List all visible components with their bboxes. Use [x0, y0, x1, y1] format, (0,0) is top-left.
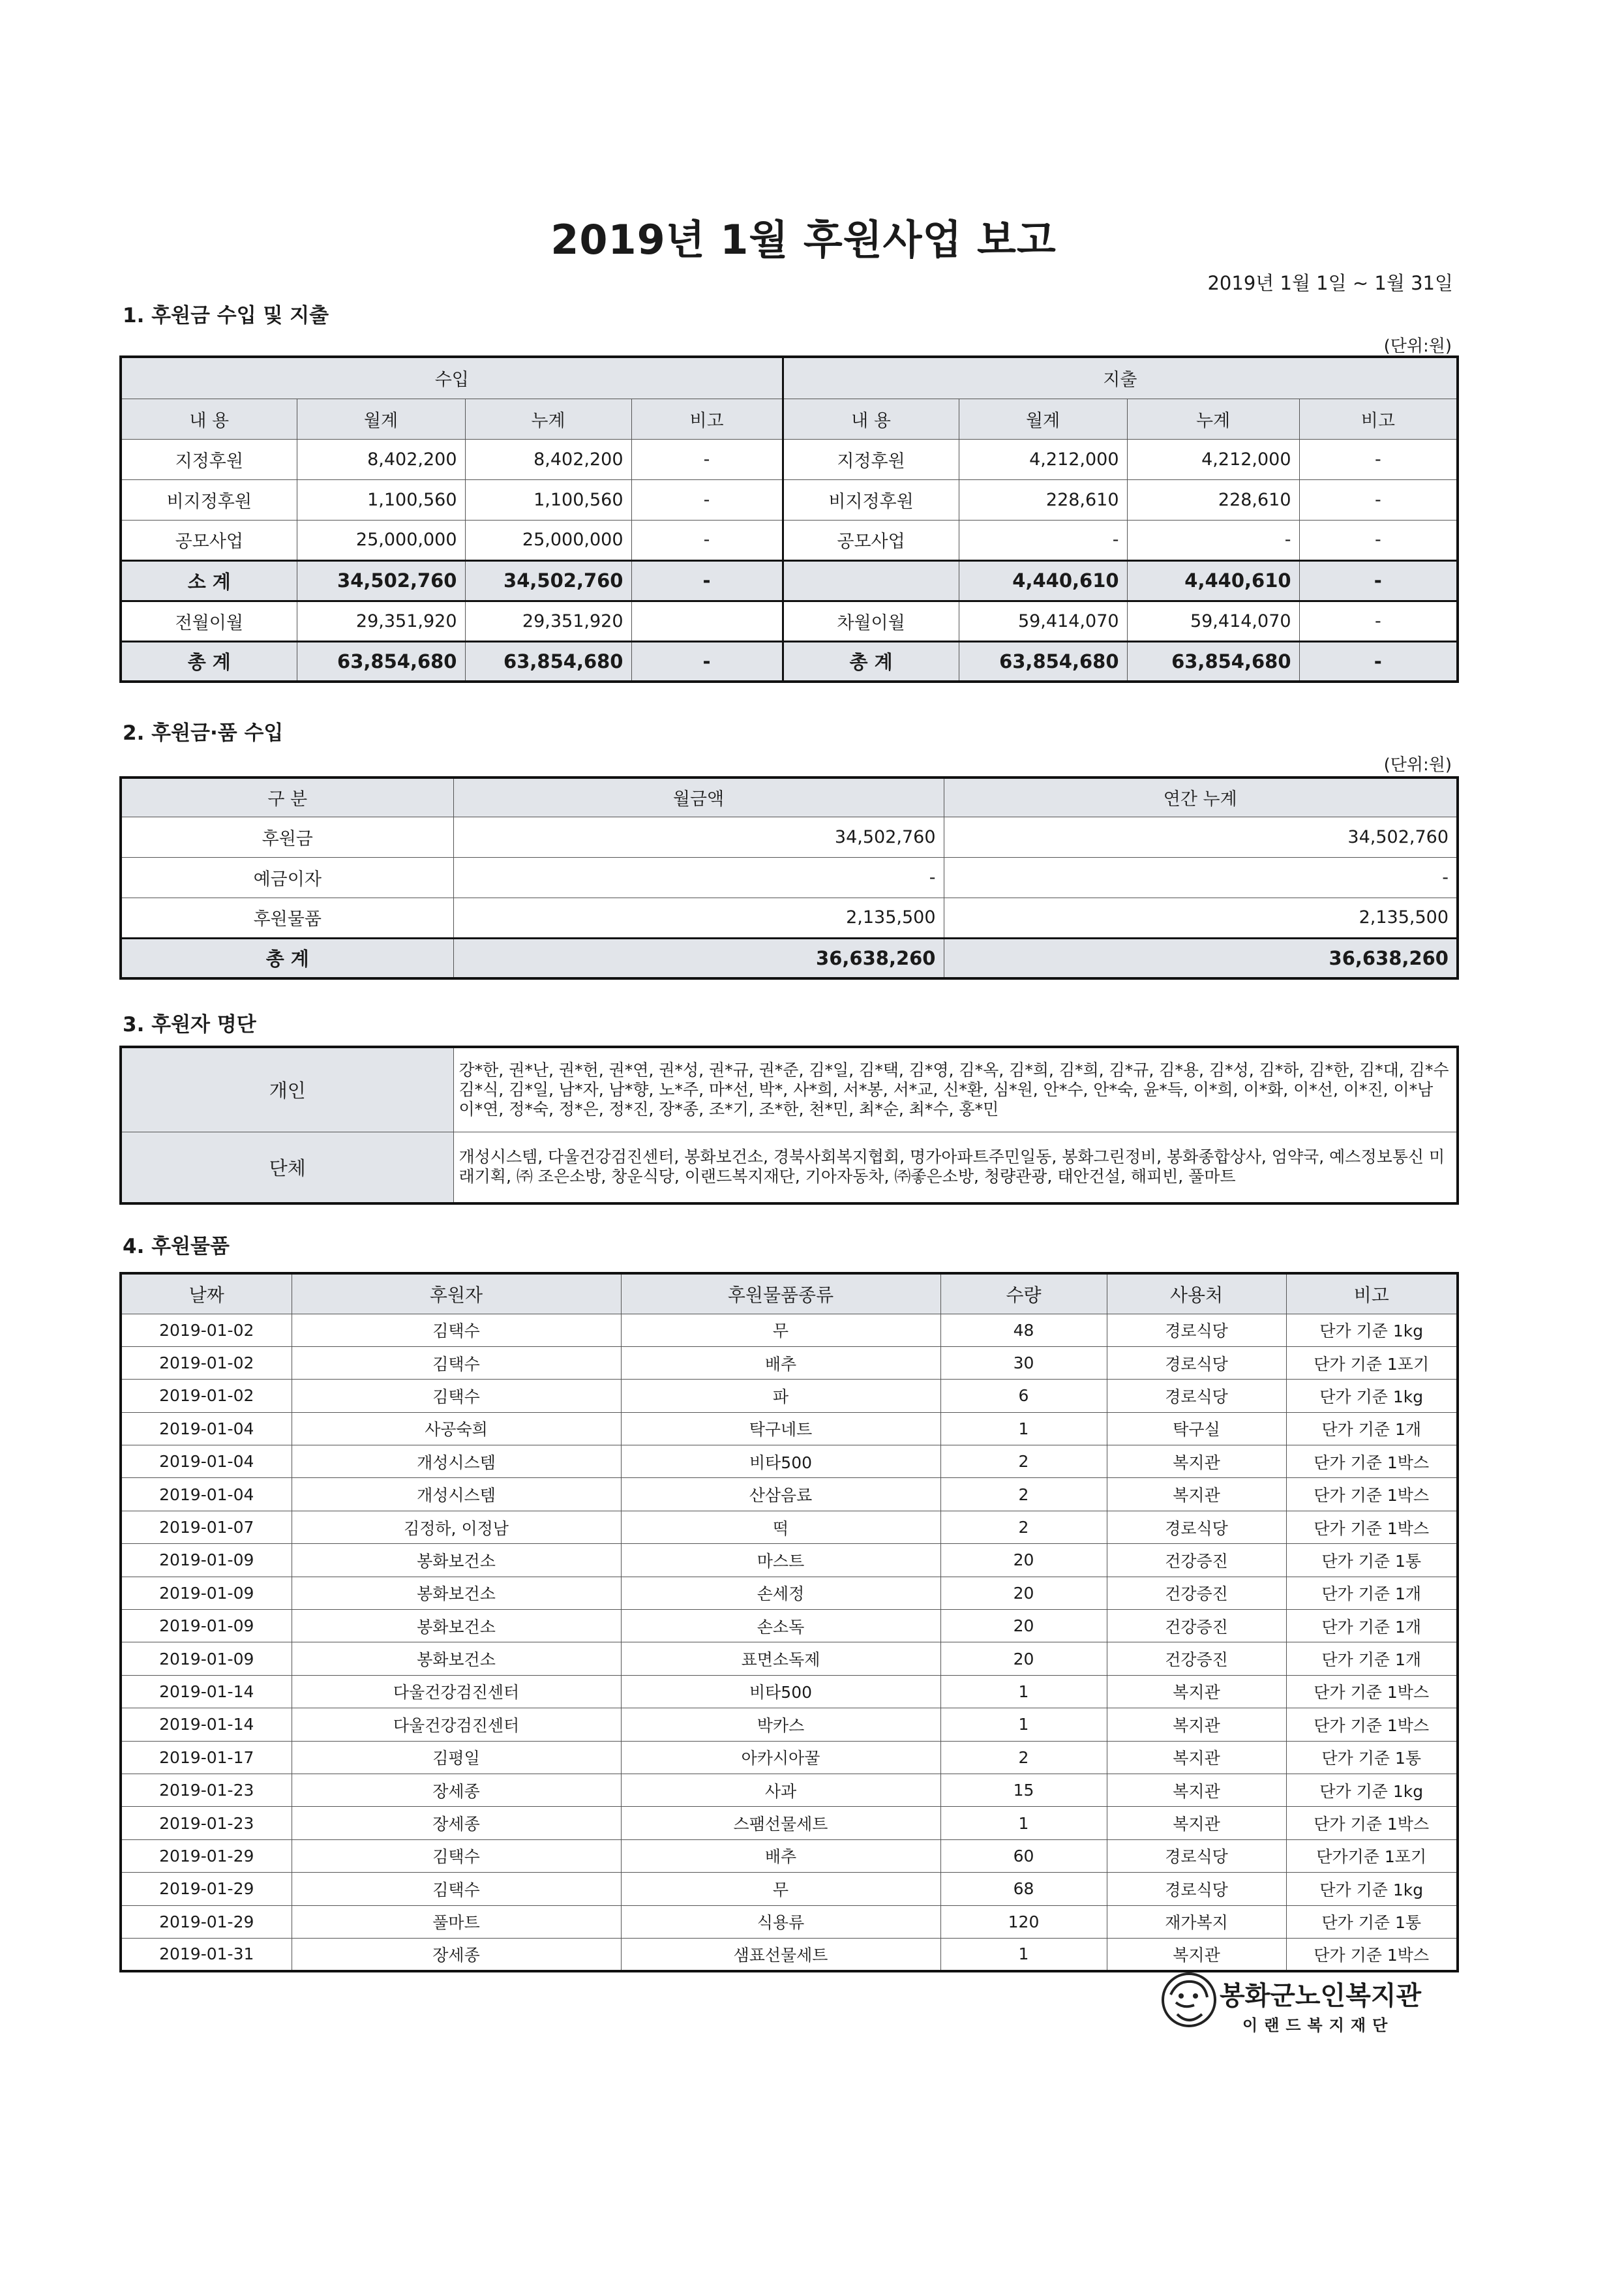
table-cell: 김정하, 이정남 [292, 1511, 621, 1543]
table-cell: 전월이월 [121, 601, 297, 641]
table-cell: 경로식당 [1107, 1346, 1286, 1379]
table-cell: 60 [940, 1839, 1107, 1872]
table-cell: 예금이자 [121, 857, 453, 898]
donated-goods-table [119, 1272, 1459, 1972]
table-cell: 지정후원 [783, 439, 959, 479]
table-cell: - [453, 857, 944, 898]
table-cell: 2019-01-02 [121, 1346, 292, 1379]
table-cell: 공모사업 [783, 520, 959, 560]
table-cell: 김택수 [292, 1380, 621, 1412]
table-cell: 복지관 [1107, 1478, 1286, 1511]
table-cell: 1,100,560 [465, 479, 631, 520]
donor-list-table [119, 1046, 1459, 1205]
column-header: 비고 [631, 399, 783, 439]
table-row [121, 1412, 1458, 1445]
table-cell: 2019-01-14 [121, 1675, 292, 1708]
table-cell: 단가 기준 1통 [1286, 1544, 1458, 1577]
table-cell: 2 [940, 1445, 1107, 1478]
table-cell: - [959, 520, 1127, 560]
table-cell: 34,502,760 [453, 817, 944, 857]
table-row [121, 898, 1458, 938]
group-label: 단체 [121, 1132, 453, 1203]
table-row [121, 1445, 1458, 1478]
table-cell: 경로식당 [1107, 1314, 1286, 1346]
table-row [121, 1577, 1458, 1609]
table-cell: 복지관 [1107, 1938, 1286, 1971]
column-header: 내 용 [121, 399, 297, 439]
table-cell: 복지관 [1107, 1741, 1286, 1774]
table-cell: 지정후원 [121, 439, 297, 479]
table-row [121, 479, 1458, 520]
column-header-row [121, 1273, 1458, 1314]
group-names: 개성시스템, 다울건강검진센터, 봉화보건소, 경북사회복지협회, 명가아파트주민일동, 봉화그린정비, 봉화종합상사, 엄약국, 예스정보통신 미래기획, ㈜ 조은소방, 창운식당, 이랜드복지재단, 기아자동차, ㈜좋은소방, 청량관광, 태안건설, 해피빈, 풀마트 [453, 1132, 1458, 1203]
column-header: 누계 [465, 399, 631, 439]
group-header-row [121, 357, 1458, 399]
table-cell: - [631, 439, 783, 479]
table-cell: 파 [621, 1380, 940, 1412]
table-cell: 비타500 [621, 1445, 940, 1478]
table-row [121, 1741, 1458, 1774]
table-cell: 2019-01-17 [121, 1741, 292, 1774]
table-cell: 2,135,500 [944, 898, 1458, 938]
table-cell: 복지관 [1107, 1445, 1286, 1478]
table-cell: 48 [940, 1314, 1107, 1346]
table-cell: 재가복지 [1107, 1905, 1286, 1938]
column-header: 구 분 [121, 778, 453, 817]
table-cell: 공모사업 [121, 520, 297, 560]
table-cell: 1 [940, 1412, 1107, 1445]
column-header: 후원자 [292, 1273, 621, 1314]
table-cell: 사공숙희 [292, 1412, 621, 1445]
table-cell: 단가 기준 1박스 [1286, 1511, 1458, 1543]
table-cell: 복지관 [1107, 1774, 1286, 1806]
table-cell: 경로식당 [1107, 1873, 1286, 1905]
table-cell: - [1299, 601, 1458, 641]
table-cell: 봉화보건소 [292, 1577, 621, 1609]
table-cell: 다울건강검진센터 [292, 1675, 621, 1708]
table-cell: 풀마트 [292, 1905, 621, 1938]
table-cell: - [1299, 560, 1458, 601]
table-row [121, 1807, 1458, 1839]
table-cell: 36,638,260 [944, 938, 1458, 978]
elderly-face-logo-icon [1158, 1969, 1220, 2034]
table-cell: 2019-01-29 [121, 1873, 292, 1905]
table-cell: 배추 [621, 1346, 940, 1379]
table-cell: 59,414,070 [1127, 601, 1299, 641]
table-cell: 2019-01-04 [121, 1478, 292, 1511]
table-cell: 후원물품 [121, 898, 453, 938]
table-cell: 건강증진 [1107, 1610, 1286, 1642]
column-header: 비고 [1286, 1273, 1458, 1314]
column-header: 월계 [959, 399, 1127, 439]
column-header: 월금액 [453, 778, 944, 817]
unit-label-2: (단위:원) [1383, 755, 1452, 775]
expense-header: 지출 [783, 357, 1458, 399]
table-row [121, 1708, 1458, 1741]
table-cell: 25,000,000 [297, 520, 465, 560]
table-cell: 샘표선물세트 [621, 1938, 940, 1971]
table-cell: 아카시아꿀 [621, 1741, 940, 1774]
column-header-row [121, 399, 1458, 439]
org-logo-subtitle: 이랜드복지재단 [1242, 2016, 1394, 2034]
table-cell: - [1299, 641, 1458, 682]
subtotal-row [121, 560, 1458, 601]
income-expense-table [119, 355, 1459, 683]
table-cell: 2019-01-09 [121, 1610, 292, 1642]
table-cell: 63,854,680 [465, 641, 631, 682]
table-cell: - [631, 641, 783, 682]
table-cell [631, 601, 783, 641]
table-cell: 단가 기준 1통 [1286, 1741, 1458, 1774]
table-cell: 봉화보건소 [292, 1642, 621, 1675]
table-cell: - [631, 560, 783, 601]
table-cell: 배추 [621, 1839, 940, 1872]
unit-label-1: (단위:원) [1383, 337, 1452, 356]
table-cell: - [1127, 520, 1299, 560]
table-cell: 봉화보건소 [292, 1544, 621, 1577]
table-cell: 36,638,260 [453, 938, 944, 978]
table-cell: 탁구실 [1107, 1412, 1286, 1445]
table-cell: 1 [940, 1807, 1107, 1839]
table-cell: 2019-01-02 [121, 1380, 292, 1412]
table-cell: 비지정후원 [121, 479, 297, 520]
table-cell: 단가기준 1포기 [1286, 1839, 1458, 1872]
table-cell: 4,212,000 [959, 439, 1127, 479]
table-cell: 120 [940, 1905, 1107, 1938]
table-cell: 1,100,560 [297, 479, 465, 520]
table-cell: 소 계 [121, 560, 297, 601]
table-cell: 63,854,680 [959, 641, 1127, 682]
table-row [121, 1380, 1458, 1412]
table-row [121, 1610, 1458, 1642]
table-cell: 총 계 [121, 641, 297, 682]
table-cell: 단가 기준 1박스 [1286, 1708, 1458, 1741]
table-cell: 30 [940, 1346, 1107, 1379]
table-cell: 4,212,000 [1127, 439, 1299, 479]
table-cell: 차월이월 [783, 601, 959, 641]
table-cell: 경로식당 [1107, 1511, 1286, 1543]
table-cell: 사과 [621, 1774, 940, 1806]
table-cell: 박카스 [621, 1708, 940, 1741]
table-cell: 4,440,610 [1127, 560, 1299, 601]
carry-over-row [121, 601, 1458, 641]
table-cell: 2019-01-14 [121, 1708, 292, 1741]
table-cell: 총 계 [783, 641, 959, 682]
table-cell: 복지관 [1107, 1708, 1286, 1741]
table-cell: 단가 기준 1kg [1286, 1314, 1458, 1346]
table-cell: 경로식당 [1107, 1380, 1286, 1412]
table-cell: 단가 기준 1박스 [1286, 1938, 1458, 1971]
table-cell: 2019-01-04 [121, 1445, 292, 1478]
group-row [121, 1132, 1458, 1203]
table-cell: 2,135,500 [453, 898, 944, 938]
table-cell: 건강증진 [1107, 1544, 1286, 1577]
table-row [121, 1346, 1458, 1379]
table-cell: 단가 기준 1개 [1286, 1577, 1458, 1609]
column-header: 누계 [1127, 399, 1299, 439]
table-cell: 단가 기준 1개 [1286, 1642, 1458, 1675]
table-cell: 단가 기준 1박스 [1286, 1675, 1458, 1708]
section2-heading: 2. 후원금·품 수입 [123, 721, 284, 745]
table-cell: 표면소독제 [621, 1642, 940, 1675]
table-cell: 단가 기준 1개 [1286, 1412, 1458, 1445]
table-cell: - [631, 479, 783, 520]
table-cell: 20 [940, 1544, 1107, 1577]
income-header: 수입 [121, 357, 783, 399]
table-cell: 59,414,070 [959, 601, 1127, 641]
table-row [121, 439, 1458, 479]
table-cell: 장세종 [292, 1807, 621, 1839]
table-cell: 단가 기준 1kg [1286, 1774, 1458, 1806]
table-cell: 식용류 [621, 1905, 940, 1938]
table-cell: 8,402,200 [297, 439, 465, 479]
column-header: 내 용 [783, 399, 959, 439]
table-cell: 단가 기준 1박스 [1286, 1807, 1458, 1839]
table-cell: 2019-01-09 [121, 1642, 292, 1675]
table-cell: 1 [940, 1675, 1107, 1708]
table-row [121, 1544, 1458, 1577]
table-row [121, 1314, 1458, 1346]
table-cell: 건강증진 [1107, 1642, 1286, 1675]
table-row [121, 1905, 1458, 1938]
table-cell: - [1299, 439, 1458, 479]
table-cell: 228,610 [959, 479, 1127, 520]
table-cell: 2 [940, 1511, 1107, 1543]
table-cell: 장세종 [292, 1774, 621, 1806]
table-row [121, 1774, 1458, 1806]
org-logo-name: 봉화군노인복지관 [1220, 1981, 1422, 2011]
table-cell: 29,351,920 [297, 601, 465, 641]
table-cell: 손소독 [621, 1610, 940, 1642]
section3-heading: 3. 후원자 명단 [123, 1013, 256, 1036]
table-cell: 김택수 [292, 1346, 621, 1379]
column-header: 월계 [297, 399, 465, 439]
table-cell: 비지정후원 [783, 479, 959, 520]
table-cell: 김택수 [292, 1839, 621, 1872]
table-cell: 복지관 [1107, 1675, 1286, 1708]
table-cell: 다울건강검진센터 [292, 1708, 621, 1741]
table-cell: 무 [621, 1873, 940, 1905]
table-cell: 김평일 [292, 1741, 621, 1774]
table-cell: 34,502,760 [465, 560, 631, 601]
table-cell: 건강증진 [1107, 1577, 1286, 1609]
table-cell: 1 [940, 1708, 1107, 1741]
column-header-row [121, 778, 1458, 817]
table-row [121, 1675, 1458, 1708]
table-row [121, 1839, 1458, 1872]
table-cell: 2019-01-29 [121, 1839, 292, 1872]
section1-heading: 1. 후원금 수입 및 지출 [123, 304, 329, 327]
table-row [121, 817, 1458, 857]
table-cell: 29,351,920 [465, 601, 631, 641]
table-cell: 68 [940, 1873, 1107, 1905]
column-header: 후원물품종류 [621, 1273, 940, 1314]
table-cell: 단가 기준 1포기 [1286, 1346, 1458, 1379]
table-cell: 228,610 [1127, 479, 1299, 520]
table-cell: 2019-01-09 [121, 1544, 292, 1577]
table-cell: 단가 기준 1개 [1286, 1610, 1458, 1642]
table-cell: 20 [940, 1642, 1107, 1675]
table-cell: 63,854,680 [297, 641, 465, 682]
table-row [121, 1938, 1458, 1971]
table-cell: 2019-01-31 [121, 1938, 292, 1971]
total-row [121, 938, 1458, 978]
table-cell: 34,502,760 [944, 817, 1458, 857]
table-cell: 25,000,000 [465, 520, 631, 560]
table-cell: - [944, 857, 1458, 898]
table-cell: 손세정 [621, 1577, 940, 1609]
table-cell: 2019-01-04 [121, 1412, 292, 1445]
table-cell: 개성시스템 [292, 1445, 621, 1478]
table-cell: 스팸선물세트 [621, 1807, 940, 1839]
table-row [121, 1642, 1458, 1675]
table-cell: 무 [621, 1314, 940, 1346]
table-cell: 떡 [621, 1511, 940, 1543]
table-cell: 20 [940, 1610, 1107, 1642]
table-cell: 6 [940, 1380, 1107, 1412]
table-cell: 단가 기준 1kg [1286, 1873, 1458, 1905]
total-row [121, 641, 1458, 682]
table-cell: 복지관 [1107, 1807, 1286, 1839]
table-row [121, 1511, 1458, 1543]
table-cell: 63,854,680 [1127, 641, 1299, 682]
table-cell: 2019-01-02 [121, 1314, 292, 1346]
report-period: 2019년 1월 1일 ~ 1월 31일 [1207, 272, 1453, 294]
table-cell: 단가 기준 1박스 [1286, 1445, 1458, 1478]
table-row [121, 857, 1458, 898]
table-cell: 산삼음료 [621, 1478, 940, 1511]
table-cell: 단가 기준 1통 [1286, 1905, 1458, 1938]
column-header: 사용처 [1107, 1273, 1286, 1314]
table-cell: 34,502,760 [297, 560, 465, 601]
table-cell: 후원금 [121, 817, 453, 857]
table-cell: - [1299, 520, 1458, 560]
table-cell: 마스트 [621, 1544, 940, 1577]
table-cell: 2019-01-29 [121, 1905, 292, 1938]
table-cell: 2019-01-07 [121, 1511, 292, 1543]
section4-heading: 4. 후원물품 [123, 1235, 230, 1258]
table-cell: 김택수 [292, 1314, 621, 1346]
table-cell: 개성시스템 [292, 1478, 621, 1511]
table-cell: 2019-01-23 [121, 1807, 292, 1839]
table-cell [783, 560, 959, 601]
table-cell: 비타500 [621, 1675, 940, 1708]
table-cell: 15 [940, 1774, 1107, 1806]
table-row [121, 1873, 1458, 1905]
table-row [121, 1478, 1458, 1511]
table-cell: 2019-01-09 [121, 1577, 292, 1609]
table-cell: 장세종 [292, 1938, 621, 1971]
column-header: 날짜 [121, 1273, 292, 1314]
table-cell: 2 [940, 1741, 1107, 1774]
table-cell: - [631, 520, 783, 560]
table-cell: 단가 기준 1박스 [1286, 1478, 1458, 1511]
individual-label: 개인 [121, 1047, 453, 1132]
table-cell: 단가 기준 1kg [1286, 1380, 1458, 1412]
table-cell: 봉화보건소 [292, 1610, 621, 1642]
column-header: 연간 누계 [944, 778, 1458, 817]
individual-row [121, 1047, 1458, 1132]
table-cell: 경로식당 [1107, 1839, 1286, 1872]
table-cell: 김택수 [292, 1873, 621, 1905]
individual-names: 강*한, 권*난, 권*헌, 권*연, 권*성, 권*규, 권*준, 김*일, 김*택, 김*영, 김*옥, 김*희, 김*희, 김*규, 김*용, 김*성, 김*하, 김*한, 김*대, 김*수 김*식, 김*일, 남*자, 남*향, 노*주, 마*선, 박*, 사*희, 서*봉, 서*교, 신*환, 심*원, 안*수, 안*숙, 윤*득, 이*희, 이*화, 이*선, 이*진, 이*남 이*연, 정*숙, 정*은, 정*진, 장*종, 조*기, 조*한, 천*민, 최*순, 최*수, 홍*민 [453, 1047, 1458, 1132]
table-cell: 20 [940, 1577, 1107, 1609]
table-cell: 탁구네트 [621, 1412, 940, 1445]
table-cell: 1 [940, 1938, 1107, 1971]
table-row [121, 520, 1458, 560]
table-cell: 8,402,200 [465, 439, 631, 479]
column-header: 비고 [1299, 399, 1458, 439]
table-cell: 2019-01-23 [121, 1774, 292, 1806]
table-cell: 4,440,610 [959, 560, 1127, 601]
table-cell: 총 계 [121, 938, 453, 978]
table-cell: 2 [940, 1478, 1107, 1511]
page-title: 2019년 1월 후원사업 보고 [550, 216, 1057, 264]
column-header: 수량 [940, 1273, 1107, 1314]
table-cell: - [1299, 479, 1458, 520]
donation-income-table [119, 776, 1459, 980]
